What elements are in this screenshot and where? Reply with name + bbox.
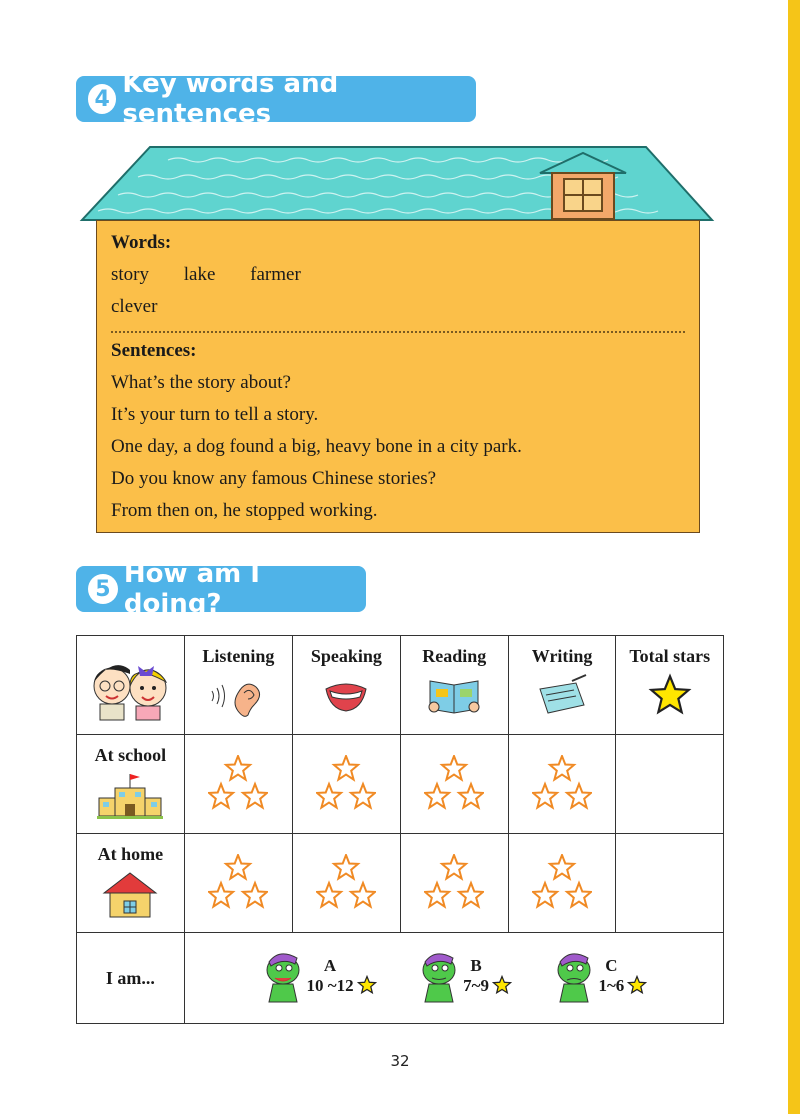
sentence-item: It’s your turn to tell a story. (111, 404, 319, 425)
star-triangle-icon (208, 854, 268, 910)
section-4-title: Key words and sentences (122, 69, 339, 129)
rank-c (552, 948, 647, 1004)
star-triangle-icon (316, 854, 376, 910)
stars-cell (508, 735, 616, 834)
header-writing-label: Writing (531, 646, 593, 666)
stars-cell (400, 834, 508, 933)
sentence-item: One day, a dog found a big, heavy bone in a city park. (111, 436, 522, 457)
dotted-divider (111, 331, 685, 333)
section-5-heading (76, 559, 366, 619)
school-icon (95, 770, 165, 820)
rank-a-text (307, 956, 354, 996)
section-5-title: How am I doing? (123, 559, 260, 619)
rank-b-text (463, 956, 489, 996)
stars-cell (508, 834, 616, 933)
mouth-icon (316, 673, 376, 717)
house-roof-illustration (78, 145, 718, 225)
star-triangle-icon (532, 755, 592, 811)
star-icon (627, 975, 647, 995)
header-total-stars-label: Total stars (629, 646, 711, 666)
home-icon (100, 869, 160, 921)
ear-icon (208, 673, 268, 717)
notebook-icon (532, 673, 592, 717)
total-cell (616, 735, 724, 834)
page-number: 32 (390, 1052, 410, 1070)
key-words-box (96, 220, 700, 533)
dinosaur-icon (261, 948, 307, 1004)
dinosaur-icon (417, 948, 463, 1004)
star-triangle-icon (208, 755, 268, 811)
rank-b-range: 7~9 (463, 975, 489, 995)
star-icon (645, 673, 695, 717)
words-heading: Words: (111, 232, 172, 253)
row-iam-label: I am... (105, 967, 155, 988)
rank-a (261, 948, 377, 1004)
header-total-stars (616, 636, 724, 735)
rank-b-letter: B (470, 955, 482, 975)
star-icon (357, 975, 377, 995)
children-icon (80, 646, 180, 726)
header-reading-label: Reading (422, 646, 487, 666)
stars-cell (400, 735, 508, 834)
rank-a-letter: A (323, 955, 337, 975)
page-edge-bar (788, 0, 800, 1114)
sentences-heading: Sentences: (111, 340, 197, 361)
total-cell (616, 834, 724, 933)
sentence-item: Do you know any famous Chinese stories? (111, 468, 437, 489)
header-writing (508, 636, 616, 735)
star-triangle-icon (316, 755, 376, 811)
sentence-item: What’s the story about? (111, 372, 291, 393)
rank-cell (184, 933, 723, 1024)
stars-cell (292, 834, 400, 933)
star-triangle-icon (424, 755, 484, 811)
word-item: clever (111, 296, 158, 317)
word-item: farmer (250, 264, 301, 285)
rank-c-letter: C (605, 955, 618, 975)
stars-cell (184, 735, 292, 834)
row-home-label: At home (97, 844, 164, 864)
word-item: lake (183, 264, 216, 285)
kids-cell (77, 636, 185, 735)
rank-c-text (598, 956, 624, 996)
header-reading (400, 636, 508, 735)
word-item: story (111, 264, 149, 285)
stars-cell (184, 834, 292, 933)
star-triangle-icon (532, 854, 592, 910)
header-speaking-label: Speaking (310, 646, 382, 666)
stars-cell (292, 735, 400, 834)
header-listening (184, 636, 292, 735)
row-label-home (77, 834, 185, 933)
header-speaking (292, 636, 400, 735)
star-icon (492, 975, 512, 995)
section-5-number: 5 (88, 574, 118, 604)
section-4-heading (76, 69, 476, 129)
header-listening-label: Listening (202, 646, 275, 666)
row-label-iam (77, 933, 185, 1024)
star-triangle-icon (424, 854, 484, 910)
self-evaluation-table (76, 635, 724, 1024)
rank-c-range: 1~6 (598, 975, 625, 995)
row-school-label: At school (94, 745, 167, 765)
rank-a-range: 10 ~12 (306, 975, 354, 995)
dinosaur-icon (552, 948, 598, 1004)
section-4-number: 4 (88, 84, 116, 114)
book-icon (424, 673, 484, 717)
row-label-school (77, 735, 185, 834)
rank-b (417, 948, 512, 1004)
words-list (111, 259, 685, 291)
sentence-item: From then on, he stopped working. (111, 500, 378, 521)
